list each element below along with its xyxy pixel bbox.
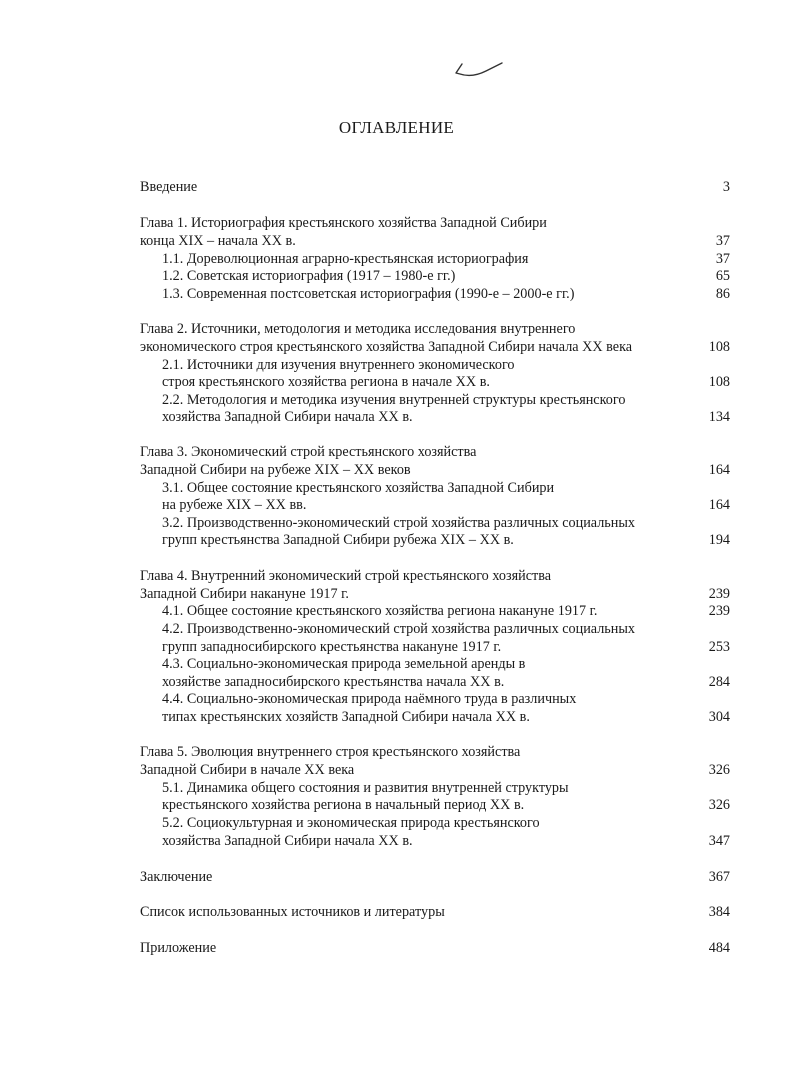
entry-title: 5.2. Социокультурная и экономическая природа крестьянского: [162, 815, 540, 831]
toc-entry-5-2-cont: [162, 832, 734, 850]
toc-entry-4-3-cont: [162, 673, 734, 691]
entry-title: 3.1. Общее состояние крестьянского хозяйства Западной Сибири: [162, 480, 555, 496]
entry-title: Глава 4. Внутренний экономический строй крестьянского хозяйства: [140, 568, 551, 584]
toc-entry-chapter-3: [140, 443, 734, 461]
entry-page: 37: [715, 233, 730, 249]
toc-entry-2-1: [162, 356, 734, 374]
toc-entry-chapter-1: [140, 214, 734, 232]
entry-title: Глава 3. Экономический строй крестьянского хозяйства: [140, 444, 477, 460]
toc-entry-chapter-4-cont: [140, 585, 734, 603]
toc-entry-3-2: [162, 514, 734, 532]
entry-page: 347: [708, 833, 730, 849]
entry-title: 4.1. Общее состояние крестьянского хозяйства региона накануне 1917 г.: [162, 603, 598, 619]
toc-entry-5-1: [162, 779, 734, 797]
entry-page: 86: [715, 286, 730, 302]
entry-page: 284: [708, 674, 730, 690]
toc-entry-3-1-cont: [162, 496, 734, 514]
entry-title: крестьянского хозяйства региона в начальный период XX в.: [162, 797, 525, 813]
entry-page: 134: [708, 409, 730, 425]
entry-page: 3: [722, 179, 730, 195]
toc-entry-1-3: [162, 285, 734, 303]
entry-page: 367: [708, 869, 730, 885]
entry-title: 1.3. Современная постсоветская историография (1990-е – 2000-е гг.): [162, 286, 575, 302]
toc-entry-1-1: [162, 250, 734, 268]
entry-page: 164: [708, 497, 730, 513]
toc-entry-5-2: [162, 814, 734, 832]
entry-page: 304: [708, 709, 730, 725]
toc-entry-3-2-cont: [162, 531, 734, 549]
entry-title: 4.3. Социально-экономическая природа земельной аренды в: [162, 656, 526, 672]
entry-title: групп западносибирского крестьянства накануне 1917 г.: [162, 639, 502, 655]
toc-entry-5-1-cont: [162, 796, 734, 814]
entry-title: Приложение: [140, 940, 217, 956]
entry-title: Западной Сибири в начале XX века: [140, 762, 355, 778]
entry-page: 239: [708, 586, 730, 602]
entry-page: 65: [715, 268, 730, 284]
entry-page: 253: [708, 639, 730, 655]
toc-entry-2-1-cont: [162, 373, 734, 391]
toc-entry-chapter-3-cont: [140, 461, 734, 479]
entry-page: 164: [708, 462, 730, 478]
entry-title: Западной Сибири накануне 1917 г.: [140, 586, 349, 602]
entry-page: 484: [708, 940, 730, 956]
entry-title: Введение: [140, 179, 198, 195]
toc-entry-chapter-5: [140, 743, 734, 761]
entry-title: 1.2. Советская историография (1917 – 1980-е гг.): [162, 268, 456, 284]
entry-title: конца XIX – начала XX в.: [140, 233, 296, 249]
page-title: ОГЛАВЛЕНИЕ: [338, 118, 455, 137]
toc-entry-3-1: [162, 479, 734, 497]
entry-page: 326: [708, 762, 730, 778]
toc-entry-conclusion: [140, 868, 734, 886]
entry-title: 1.1. Дореволюционная аграрно-крестьянская историография: [162, 251, 529, 267]
entry-title: 2.2. Методология и методика изучения внутренней структуры крестьянского: [162, 392, 626, 408]
entry-title: Глава 5. Эволюция внутреннего строя крестьянского хозяйства: [140, 744, 521, 760]
toc-entry-4-1: [162, 602, 734, 620]
entry-title: групп крестьянства Западной Сибири рубежа XIX – XX в.: [162, 532, 514, 548]
entry-page: 384: [708, 904, 730, 920]
entry-title: 5.1. Динамика общего состояния и развития внутренней структуры: [162, 780, 569, 796]
toc-entry-4-3: [162, 655, 734, 673]
entry-page: 108: [708, 374, 730, 390]
toc-entry-chapter-4: [140, 567, 734, 585]
entry-title: Глава 1. Историография крестьянского хозяйства Западной Сибири: [140, 215, 547, 231]
entry-page: 194: [708, 532, 730, 548]
entry-page: 239: [708, 603, 730, 619]
entry-title: хозяйстве западносибирского крестьянства начала XX в.: [162, 674, 505, 690]
toc-entry-2-2-cont: [162, 408, 734, 426]
entry-title: 2.1. Источники для изучения внутреннего экономического: [162, 357, 515, 373]
toc-entry-appendix: [140, 939, 734, 957]
entry-title: Западной Сибири на рубеже XIX – XX веков: [140, 462, 411, 478]
entry-title: хозяйства Западной Сибири начала XX в.: [162, 833, 413, 849]
entry-page: 326: [708, 797, 730, 813]
toc-entry-chapter-5-cont: [140, 761, 734, 779]
toc-entry-introduction: [140, 178, 734, 196]
toc-entry-chapter-2: [140, 320, 734, 338]
entry-title: на рубеже XIX – XX вв.: [162, 497, 307, 513]
toc-entry-bibliography: [140, 903, 734, 921]
entry-title: строя крестьянского хозяйства региона в начале XX в.: [162, 374, 490, 390]
toc-entry-2-2: [162, 391, 734, 409]
toc-entry-4-2-cont: [162, 638, 734, 656]
entry-title: типах крестьянских хозяйств Западной Сибири начала XX в.: [162, 709, 530, 725]
toc-entry-chapter-2-cont: [140, 338, 734, 356]
toc-entry-1-2: [162, 267, 734, 285]
entry-title: Список использованных источников и литературы: [140, 904, 445, 920]
entry-page: 37: [715, 251, 730, 267]
toc-entry-4-2: [162, 620, 734, 638]
entry-page: 108: [708, 339, 730, 355]
toc-entry-chapter-1-cont: [140, 232, 734, 250]
toc-entry-4-4: [162, 690, 734, 708]
entry-title: хозяйства Западной Сибири начала XX в.: [162, 409, 413, 425]
entry-title: 4.2. Производственно-экономический строй хозяйства различных социальных: [162, 621, 635, 637]
entry-title: Глава 2. Источники, методология и методика исследования внутреннего: [140, 321, 576, 337]
entry-title: 3.2. Производственно-экономический строй хозяйства различных социальных: [162, 515, 635, 531]
handwritten-mark: [452, 58, 504, 80]
entry-title: экономического строя крестьянского хозяйства Западной Сибири начала XX века: [140, 339, 633, 355]
toc-entry-4-4-cont: [162, 708, 734, 726]
entry-title: 4.4. Социально-экономическая природа наёмного труда в различных: [162, 691, 577, 707]
entry-title: Заключение: [140, 869, 213, 885]
